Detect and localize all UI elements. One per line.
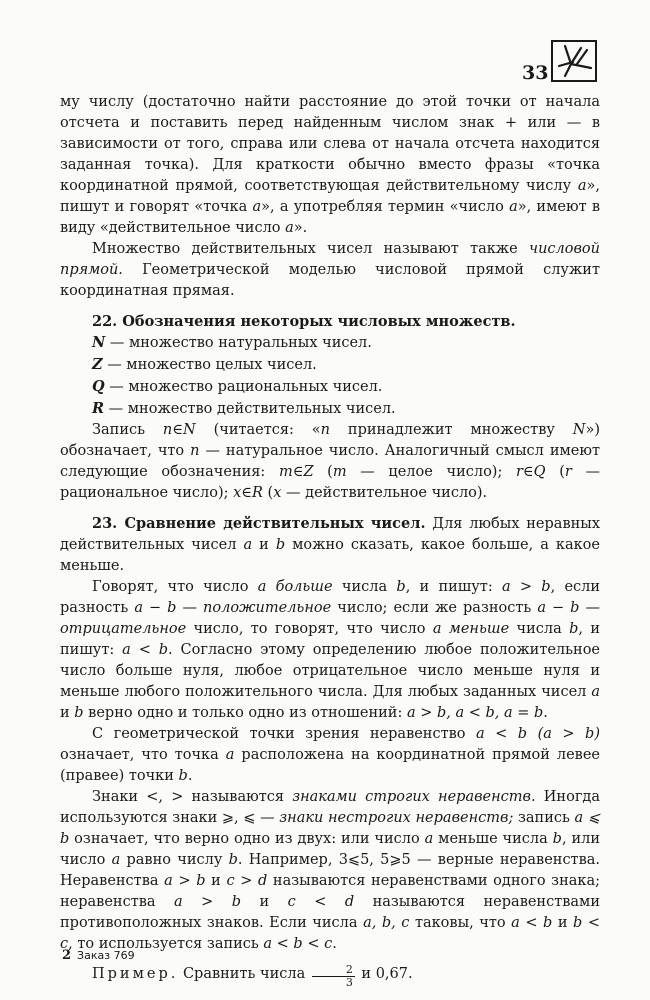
- page-text: [60, 92, 600, 989]
- set-definition-item: Z — множество целых чисел.: [92, 356, 317, 373]
- section-23-heading: 23. Сравнение действительных чисел. Для любых неравных действительных чисел a и b можно сказать, какое больше, а какое меньше.: [60, 515, 600, 574]
- example-line: Пример. Сравнить числа $\frac{2}{3}$ и 0,67.: [92, 963, 413, 989]
- paragraph-membership: Запись n∈N (читается: «n принадлежит множеству N») обозначает, что n — натуральное число. Аналогичный смысл имеют следующие обозначения: m∈Z (m — целое число); r∈Q (r — рациональное число); x∈R (x — действительное число).: [60, 422, 600, 501]
- paragraph-inequality-signs: Знаки <, > называются знаками строгих неравенств. Иногда используются знаки ⩾, ⩽ — знаки нестрогих неравенств; запись a ⩽ b означает, что верно одно из двух: или число a меньше числа b, или число a равно числу b. Например, 3⩽5, 5⩾5 — верные неравенства. Неравенства a > b и c > d называются неравенствами одного знака; неравенства a > b и c < d называются неравенствами противоположных знаков. Если числа a, b, c таковы, что a < b и b < c, то используется запись a < b < c.: [60, 789, 601, 952]
- hieroglyph-logo-icon: [551, 40, 597, 82]
- fraction: $\frac{2}{3}$: [312, 964, 355, 989]
- paragraph-comparison-definition: Говорят, что число a больше числа b, и пишут: a > b, если разность a − b — положительное число; если же разность a − b — отрицательное число, то говорят, что число a меньше числа b, и пишут: a < b. Согласно этому определению любое положительное число больше нуля, любое отрицательное число меньше нуля и меньше любого положительного числа. Для любых заданных чисел a и b верно одно и только одно из отношений: a > b, a < b, a = b.: [60, 579, 601, 721]
- set-definition-item: N — множество натуральных чисел.: [92, 334, 372, 351]
- paragraph-continuation: му числу (достаточно найти расстояние до этой точки от начала отсчета и поставить перед найденным числом знак + или — в зависимости от того, справа или слева от начала отсчета находится заданная точка). Для краткости обычно вместо фразы «точка координатной прямой, соответствующая действительному числу a», пишут и говорят «точка a», а употребляя термин «число a», имеют в виду «действительное число a».: [60, 94, 600, 236]
- page-number: 33: [522, 62, 549, 84]
- printer-signature: 2 Заказ 769: [62, 948, 135, 963]
- paragraph-geometric-meaning: С геометрической точки зрения неравенство a < b (a > b) означает, что точка a расположена на координатной прямой левее (правее) точки b.: [60, 726, 600, 784]
- section-22-heading: 22. Обозначения некоторых числовых множеств.: [92, 313, 516, 330]
- paragraph-number-line: Множество действительных чисел называют также числовой прямой. Геометрической моделью числовой прямой служит координатная прямая.: [60, 241, 600, 299]
- set-definition-item: R — множество действительных чисел.: [92, 400, 396, 417]
- set-definition-item: Q — множество рациональных чисел.: [92, 378, 383, 395]
